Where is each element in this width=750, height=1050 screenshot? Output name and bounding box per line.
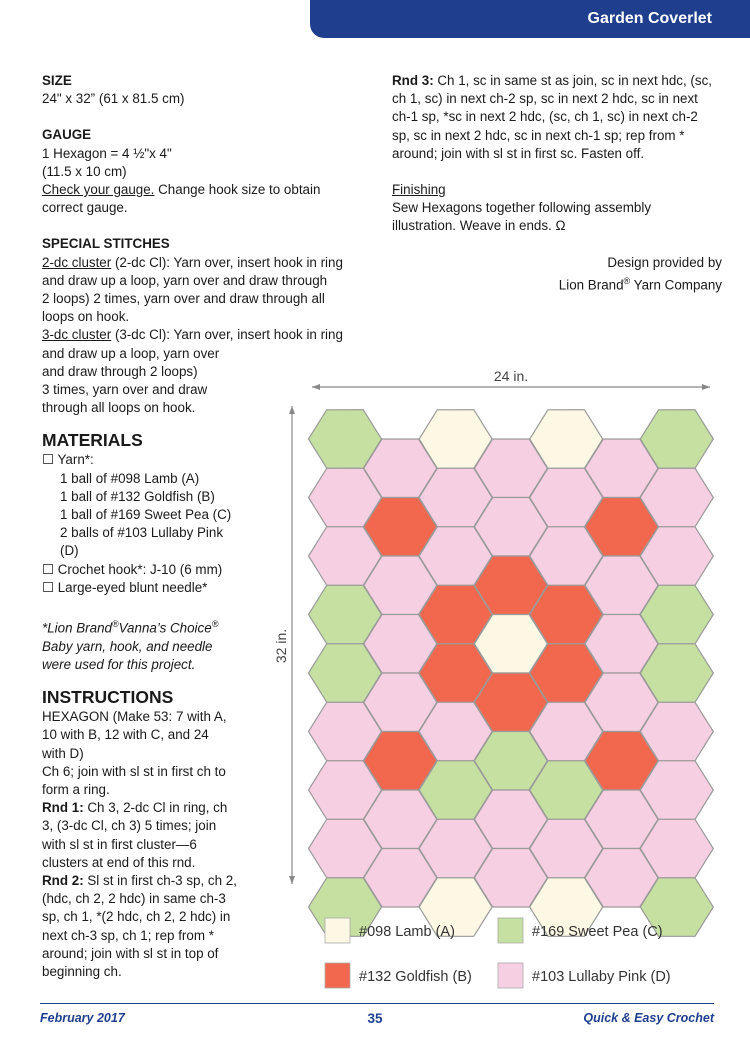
stitch-line <box>42 254 364 272</box>
gauge-heading: GAUGE <box>42 127 92 143</box>
page-number: 35 <box>367 1011 383 1026</box>
instruction-line: sp, ch 1, *(2 hdc, ch 2, 2 hdc) in <box>42 909 231 925</box>
stitch-line: through all loops on hook. <box>42 400 196 416</box>
stitch-text: (2-dc Cl): Yarn over, insert hook in ring <box>111 254 343 270</box>
materials-hook: ☐ Crochet hook*: J-10 (6 mm) <box>42 561 223 577</box>
rnd3-text: Ch 1, sc in same st as join, sc in next hdc, (sc, <box>433 73 712 88</box>
gauge-line: correct gauge. <box>42 200 128 216</box>
instruction-line: (hdc, ch 2, 2 hdc) in same ch-3 <box>42 891 226 907</box>
legend-swatch <box>498 963 523 988</box>
finishing-line: illustration. Weave in ends. Ω <box>392 218 566 234</box>
yarn-item: (D) <box>60 543 79 559</box>
finishing-line: Sew Hexagons together following assembly <box>392 200 652 216</box>
width-label: 24 in. <box>493 368 529 384</box>
materials-note: were used for this project. <box>42 656 196 672</box>
materials-needle: ☐ Large-eyed blunt needle* <box>42 579 208 595</box>
materials-yarn: ☐ Yarn*: <box>42 452 94 468</box>
rnd3-line: ch 1, sc) in next ch-2 sp, sc in next 2 hdc, sc in next <box>392 91 698 107</box>
registered-mark: ® <box>211 619 219 630</box>
right-column <box>392 72 722 295</box>
credit-line: Design provided by <box>607 254 722 270</box>
rnd3-label: Rnd 3: <box>392 73 434 88</box>
rnd3-line: around; join with sl st in first sc. Fasten off. <box>392 145 645 161</box>
rnd3-line: sp, sc in next 2 hdc, sc in next ch-1 sp; rep from * <box>392 127 685 143</box>
instructions-body <box>42 708 242 981</box>
note-text: Vanna’s Choice <box>118 620 212 636</box>
size-value: 24" x 32” (61 x 81.5 cm) <box>42 91 185 107</box>
instruction-line: with sl st in first cluster—6 <box>42 836 197 852</box>
yarn-item: 1 ball of #169 Sweet Pea (C) <box>60 507 232 523</box>
credit-text: Lion Brand <box>558 277 624 293</box>
arrow-up-icon <box>289 406 295 414</box>
special-stitches-heading: SPECIAL STITCHES <box>42 236 170 252</box>
instruction-line: 3, (3-dc Cl, ch 3) 5 times; join <box>42 818 217 834</box>
footer-date: February 2017 <box>40 1011 125 1025</box>
stitch-line: loops on hook. <box>42 309 130 325</box>
arrow-down-icon <box>289 876 295 884</box>
note-text: *Lion Brand <box>42 620 112 636</box>
yarn-item: 2 balls of #103 Lullaby Pink <box>60 525 224 541</box>
instruction-line <box>42 799 242 817</box>
instruction-line: HEXAGON (Make 53: 7 with A, <box>42 709 227 725</box>
gauge-line: 1 Hexagon = 4 ½"x 4" <box>42 145 172 161</box>
instructions-heading: INSTRUCTIONS <box>42 687 174 708</box>
instruction-line: clusters at end of this rnd. <box>42 854 196 870</box>
yarn-item: 1 ball of #098 Lamb (A) <box>60 470 200 486</box>
page-title: Garden Coverlet <box>310 0 750 38</box>
materials-heading: MATERIALS <box>42 430 143 451</box>
footer-rule <box>40 1003 714 1004</box>
legend-label: #103 Lullaby Pink (D) <box>532 969 671 985</box>
finishing-heading: Finishing <box>392 182 446 198</box>
registered-mark: ® <box>623 275 631 286</box>
arrow-left-icon <box>312 384 320 390</box>
assembly-diagram <box>270 360 730 1000</box>
legend-swatch <box>325 963 350 988</box>
legend-label: #098 Lamb (A) <box>359 924 455 940</box>
size-heading: SIZE <box>42 73 72 88</box>
instruction-line: next ch-3 sp, ch 1; rep from * <box>42 927 214 943</box>
legend-label: #169 Sweet Pea (C) <box>532 924 663 940</box>
stitch-line: and draw up a loop, yarn over <box>42 345 220 361</box>
instruction-text: Ch 3, 2-dc Cl in ring, ch <box>83 800 228 816</box>
stitch-line <box>42 326 364 344</box>
instruction-line: around; join with sl st in top of <box>42 945 219 961</box>
legend-label: #132 Goldfish (B) <box>359 969 472 985</box>
instruction-line: form a ring. <box>42 781 110 797</box>
legend-swatch <box>498 918 523 943</box>
rnd1-label: Rnd 1: <box>42 800 84 816</box>
arrow-right-icon <box>702 384 710 390</box>
yarn-item: 1 ball of #132 Goldfish (B) <box>60 488 215 504</box>
stitch-line: 3 times, yarn over and draw <box>42 382 208 398</box>
rnd3-line <box>392 72 722 90</box>
instruction-line: beginning ch. <box>42 964 122 979</box>
rnd3-line: ch-1 sp, *sc in next 2 hdc, (sc, ch 1, sc) in next ch-2 <box>392 109 698 125</box>
stitch-line: and draw up a loop, yarn over and draw through <box>42 272 328 288</box>
footer-magazine: Quick & Easy Crochet <box>583 1011 714 1025</box>
stitch-line: and draw through 2 loops) <box>42 363 198 379</box>
three-dc-cluster-term: 3-dc cluster <box>42 327 112 343</box>
gauge-line: (11.5 x 10 cm) <box>42 163 127 179</box>
credit-line <box>392 272 722 295</box>
stitch-line: 2 loops) 2 times, yarn over and draw through all <box>42 291 325 307</box>
instruction-line: Ch 6; join with sl st in first ch to <box>42 763 226 779</box>
instruction-text: Sl st in first ch-3 sp, ch 2, <box>83 872 237 888</box>
two-dc-cluster-term: 2-dc cluster <box>42 254 112 270</box>
instruction-line <box>42 872 242 890</box>
height-label: 32 in. <box>273 628 289 664</box>
materials-note: Baby yarn, hook, and needle <box>42 638 213 654</box>
legend <box>325 918 671 988</box>
registered-mark: ® <box>111 619 119 630</box>
rnd2-label: Rnd 2: <box>42 872 84 888</box>
stitch-text: (3-dc Cl): Yarn over, insert hook in ring <box>111 327 343 343</box>
instruction-line: 10 with B, 12 with C, and 24 <box>42 727 209 743</box>
hexagon-grid <box>309 410 714 937</box>
gauge-text: Change hook size to obtain <box>154 182 321 198</box>
legend-swatch <box>325 918 350 943</box>
gauge-line <box>42 181 364 199</box>
credit-text: Yarn Company <box>630 277 722 293</box>
check-gauge-link[interactable]: Check your gauge. <box>42 182 155 198</box>
instruction-line: with D) <box>42 745 84 761</box>
